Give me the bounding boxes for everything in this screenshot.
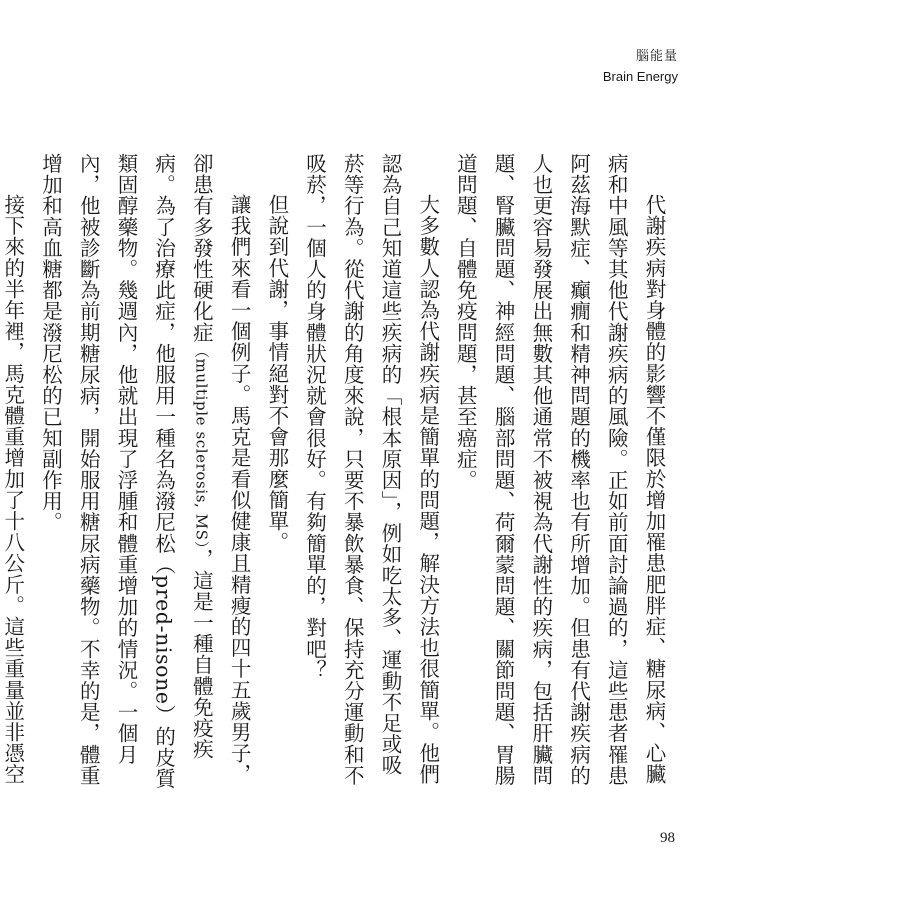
ms-term: （multiple sclerosis, MS） [192,342,211,549]
mark-example-continued: ，這是一種自體免疫疾病。為了治療此症，他服用一種名為潑尼松（pred-nisone）的皮質類固醇藥物。幾週內，他就出現了浮腫和體重增加的情況。一個月內，他被診斷為前期糖尿病，開始服用糖尿病藥物。不幸的是，體重增加和高血糖都是潑尼松的已知副作用。 [38,153,214,790]
book-title-chinese: 腦能量 [635,49,678,64]
paragraph-metabolic-disease-effects: 代謝疾病對身體的影響不僅限於增加罹患肥胖症、糖尿病、心臟病和中風等其他代謝疾病的風險。正如前面討論過的，這些患者罹患阿茲海默症、癲癇和精神問題的機率也有所增加。但患有代謝疾病的人也更容易發展出無數其他通常不被視為代謝性的疾病，包括肝臟問題、腎臟問題、神經問題、腦部問題、荷爾蒙問題、關節問題、胃腸道問題、自體免疫問題，甚至癌症。 [453,153,666,786]
paragraph-common-belief: 大多數人認為代謝疾病是簡單的問題，解決方法也很簡單。他們認為自己知道這些疾病的「根本原因」，例如吃太多、運動不足或吸菸等行為。從代謝的角度來說，只要不暴飲暴食、保持充分運動和不吸菸，一個人的身體狀況就會很好。有夠簡單的，對吧？ [302,153,440,786]
paragraph-not-simple: 但說到代謝，事情絕對不會那麼簡單。 [264,194,289,553]
running-head [603,47,678,86]
paragraph-mark-example [31,153,257,793]
mark-example-intro: 讓我們來看一個例子。馬克是看似健康且精瘦的四十五歲男子，卻患有多發性硬化症 [189,153,252,785]
page-number: 98 [660,830,675,846]
vertical-body-text [0,153,672,793]
paragraph-weight-gain: 接下來的半年裡，馬克體重增加了十八公斤。這些重量並非憑空 [0,194,25,785]
book-title-english: Brain Energy [602,68,678,84]
